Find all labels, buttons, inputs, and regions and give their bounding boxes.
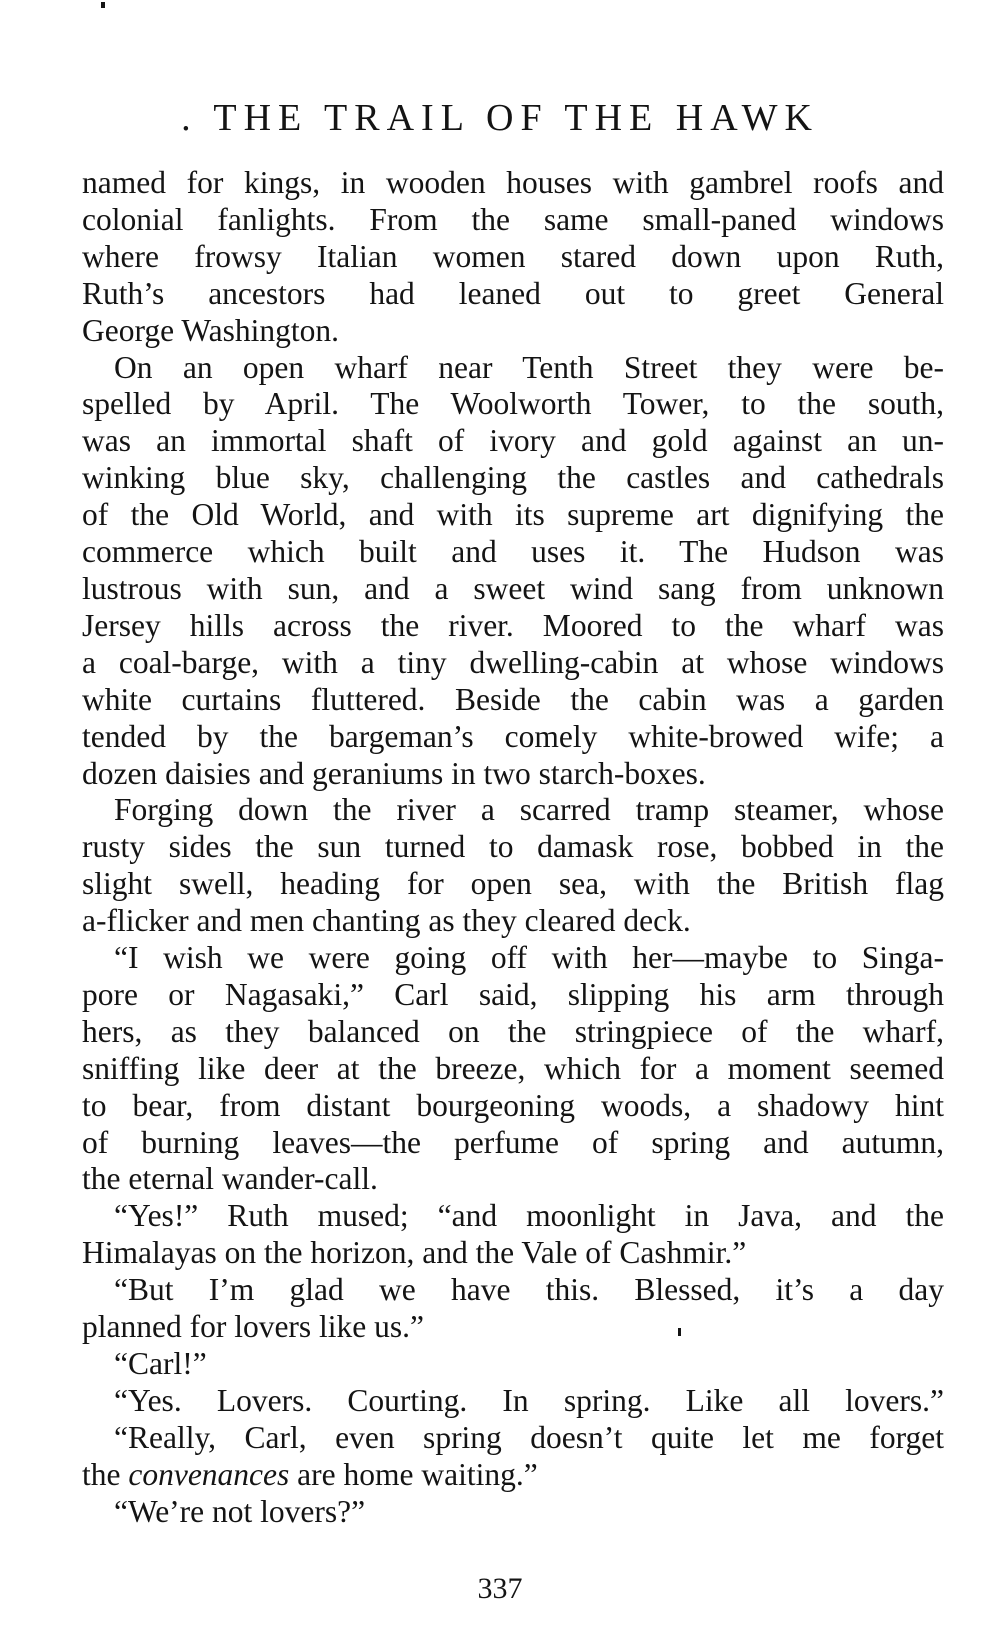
text-line: “But I’m glad we have this. Blessed, it’s a day <box>114 1272 944 1308</box>
text-line: Ruth’s ancestors had leaned out to greet General <box>82 275 944 311</box>
text-line: named for kings, in wooden houses with gambrel roofs and <box>82 165 944 200</box>
text-line: white curtains fluttered. Beside the cabin was a garden <box>82 681 944 717</box>
text-line: “We’re not lovers?” <box>114 1493 366 1529</box>
text-line: spelled by April. The Woolworth Tower, to the south, <box>82 386 944 422</box>
text-line: of burning leaves—the perfume of spring and autumn, <box>82 1124 944 1160</box>
text-line: of the Old World, and with its supreme art dignifying the <box>82 497 944 533</box>
text-line: slight swell, heading for open sea, with the British flag <box>82 866 944 902</box>
text-line: Jersey hills across the river. Moored to the wharf was <box>82 607 944 643</box>
text-line: colonial fanlights. From the same small-paned windows <box>82 201 944 237</box>
text-line: dozen daisies and geraniums in two starch-boxes. <box>82 755 706 791</box>
text-line: commerce which built and uses it. The Hudson was <box>82 534 944 570</box>
text-line: rusty sides the sun turned to damask rose, bobbed in the <box>82 829 944 865</box>
page-number: 337 <box>477 1572 523 1605</box>
text-line: was an immortal shaft of ivory and gold against an un- <box>82 423 944 459</box>
text-line: “Carl!” <box>114 1346 207 1381</box>
text-line <box>82 1457 944 1494</box>
text-segment: the <box>82 1456 121 1492</box>
text-line: “I wish we were going off with her—maybe to Singa- <box>114 940 944 976</box>
ink-speck-mid <box>678 1328 681 1336</box>
text-line: tended by the bargeman’s comely white-browed wife; a <box>82 718 944 754</box>
text-line: lustrous with sun, and a sweet wind sang from unknown <box>82 570 944 606</box>
text-line: planned for lovers like us.” <box>82 1309 425 1345</box>
text-line: “Really, Carl, even spring doesn’t quite let me forget <box>114 1419 944 1455</box>
text-line: Himalayas on the horizon, and the Vale of Cashmir.” <box>82 1235 747 1271</box>
text-line: pore or Nagasaki,” Carl said, slipping his arm through <box>82 976 944 1012</box>
text-line: to bear, from distant bourgeoning woods, a shadowy hint <box>82 1087 944 1123</box>
text-line: Forging down the river a scarred tramp steamer, whose <box>114 792 944 828</box>
text-line: a coal-barge, with a tiny dwelling-cabin at whose windows <box>82 644 944 680</box>
text-line: On an open wharf near Tenth Street they were be- <box>114 349 944 385</box>
italic-word: convenances <box>128 1456 290 1492</box>
ink-speck-top <box>101 2 105 8</box>
text-line: winking blue sky, challenging the castles and cathedrals <box>82 460 944 496</box>
text-segment: are home waiting.” <box>297 1456 538 1492</box>
text-line: the eternal wander-call. <box>82 1161 378 1197</box>
text-line: where frowsy Italian women stared down upon Ruth, <box>82 238 944 274</box>
text-line: sniffing like deer at the breeze, which for a moment seemed <box>82 1050 944 1086</box>
text-line: “Yes. Lovers. Courting. In spring. Like all lovers.” <box>114 1382 944 1418</box>
text-line: “Yes!” Ruth mused; “and moonlight in Java, and the <box>114 1198 944 1234</box>
body-text <box>82 165 944 1531</box>
running-head: . THE TRAIL OF THE HAWK <box>181 97 819 139</box>
text-line: hers, as they balanced on the stringpiece of the wharf, <box>82 1013 944 1049</box>
text-line: George Washington. <box>82 312 340 348</box>
text-line: a-flicker and men chanting as they cleared deck. <box>82 903 691 939</box>
